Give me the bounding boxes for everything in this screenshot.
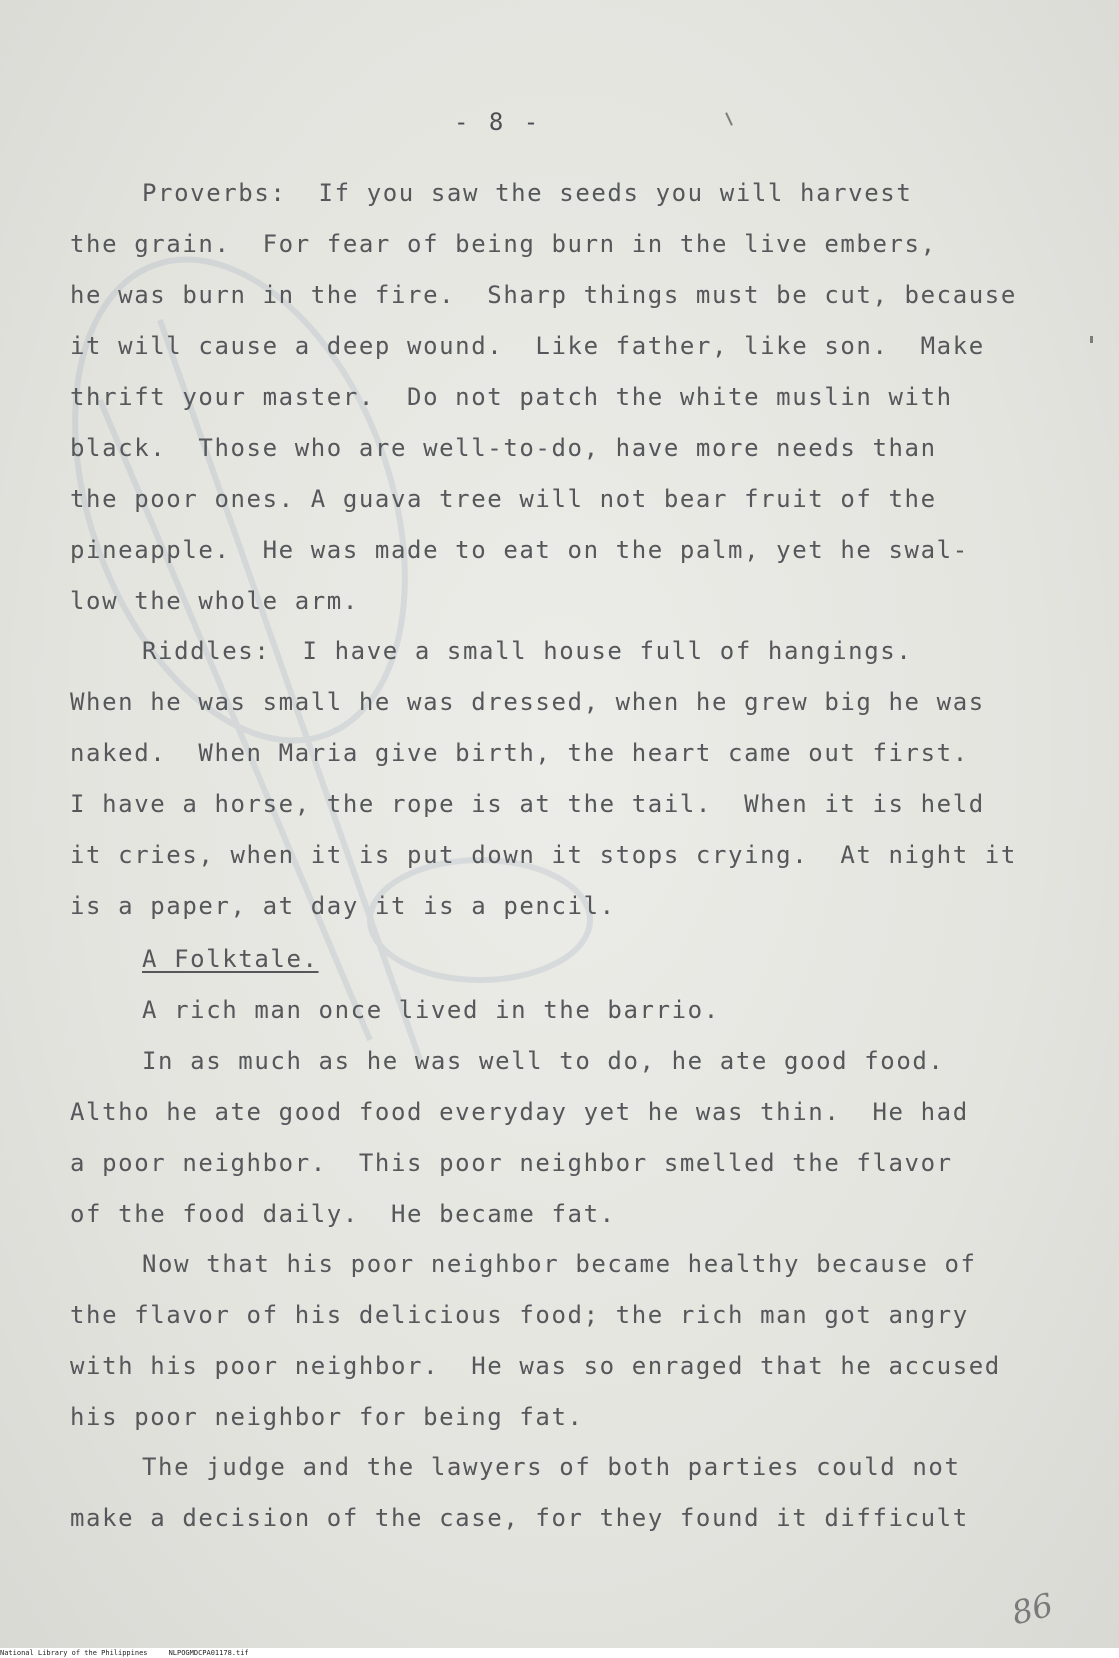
text-line: make a decision of the case, for they found it difficult [70,1504,969,1532]
text-line: the grain. For fear of being burn in the live embers, [70,230,937,258]
text-line: the flavor of his delicious food; the rich man got angry [70,1301,969,1329]
text-line: is a paper, at day it is a pencil. [70,892,616,920]
text-line: When he was small he was dressed, when he grew big he was [70,688,985,716]
text-line: Altho he ate good food everyday yet he was thin. He had [70,1098,969,1126]
scan-footer: National Library of the Philippines NLPOGMDCPA01178.tif [0,1649,249,1657]
page-number: - 8 - [454,108,542,136]
text-line: A rich man once lived in the barrio. [142,996,720,1024]
text-line: In as much as he was well to do, he ate good food. [142,1047,945,1075]
text-line: it cries, when it is put down it stops crying. At night it [70,841,1017,869]
text-line: he was burn in the fire. Sharp things must be cut, because [70,281,1017,309]
text-line: I have a horse, the rope is at the tail. When it is held [70,790,985,818]
text-line: his poor neighbor for being fat. [70,1403,584,1431]
text-line: Riddles: I have a small house full of hangings. [142,637,913,665]
text-line: naked. When Maria give birth, the heart came out first. [70,739,969,767]
text-line: pineapple. He was made to eat on the palm, yet he swal- [70,536,969,564]
text-line: black. Those who are well-to-do, have more needs than [70,434,937,462]
text-line: low the whole arm. [70,587,359,615]
text-line: the poor ones. A guava tree will not bear fruit of the [70,485,937,513]
text-line: with his poor neighbor. He was so enraged that he accused [70,1352,1001,1380]
section-heading: A Folktale. [142,945,319,973]
library-stamp-watermark [40,200,600,1060]
paper-speck [725,112,733,126]
text-line: thrift your master. Do not patch the white muslin with [70,383,953,411]
text-line: of the food daily. He became fat. [70,1200,616,1228]
text-line: it will cause a deep wound. Like father, like son. Make [70,332,985,360]
text-line: The judge and the lawyers of both parties could not [142,1453,961,1481]
text-line: a poor neighbor. This poor neighbor smelled the flavor [70,1149,953,1177]
text-line: Now that his poor neighbor became healthy because of [142,1250,977,1278]
text-line: Proverbs: If you saw the seeds you will harvest [142,179,913,207]
handwritten-page-note: 86 [1008,1585,1057,1633]
paper-speck [1090,336,1093,343]
